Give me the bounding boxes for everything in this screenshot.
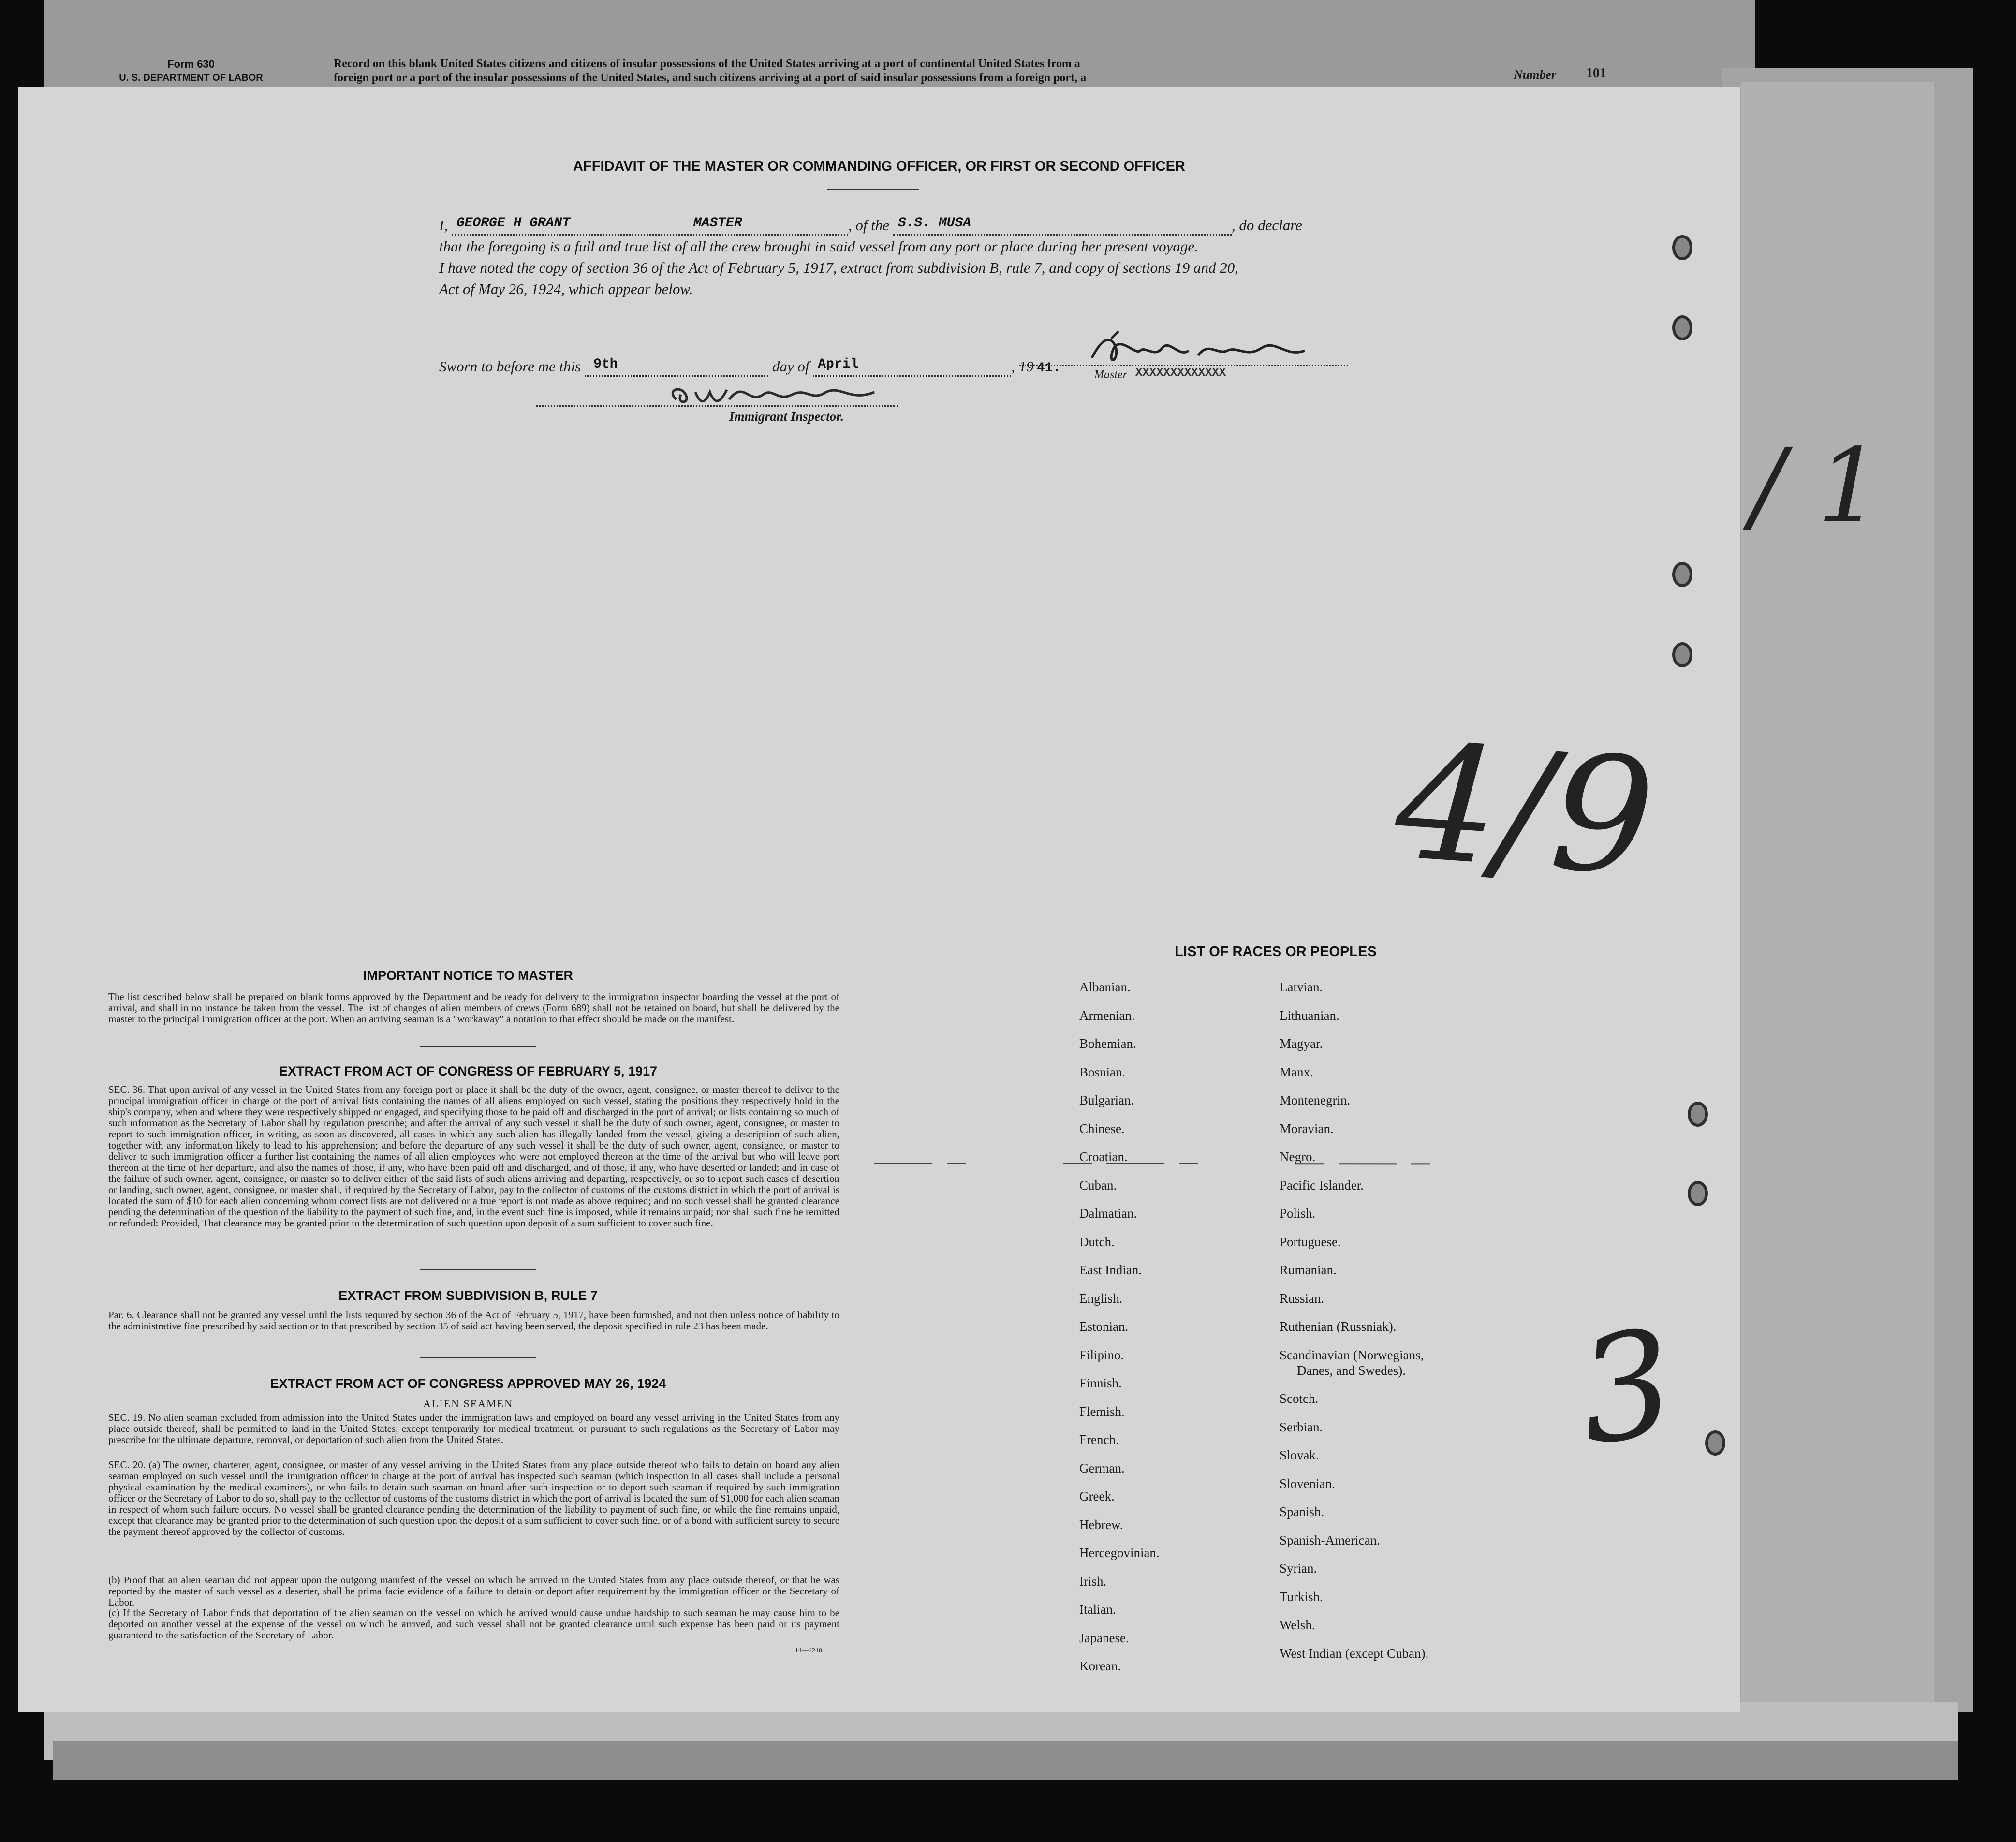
race-item: Spanish. xyxy=(1280,1504,1324,1519)
punch-hole-7 xyxy=(1705,1430,1725,1456)
race-item: Spanish-American. xyxy=(1280,1533,1380,1547)
race-item: Cuban. xyxy=(1079,1178,1117,1193)
race-item: Hercegovinian. xyxy=(1079,1546,1160,1560)
extract-1924-sec20b: (b) Proof that an alien seaman did not appear upon the outgoing manifest of the vessel on which he arrived in the United States from any place outside thereof, or that he was reported by the master of such vessel as a deserter, shall be prima facie evidence of a failure to detain or deport after requirement by the immigration officer or the Secretary of Labor. xyxy=(108,1574,839,1608)
vessel-name: S.S. MUSA xyxy=(898,216,971,231)
race-item: Greek. xyxy=(1079,1489,1115,1503)
race-item: Polish. xyxy=(1280,1206,1316,1221)
race-item: Pacific Islander. xyxy=(1280,1178,1364,1193)
title-divider xyxy=(827,189,919,190)
extract-rule7-title: EXTRACT FROM SUBDIVISION B, RULE 7 xyxy=(338,1288,598,1303)
right-back-sheet-inner xyxy=(1741,82,1934,1717)
department-name: U. S. DEPARTMENT OF LABOR xyxy=(119,73,263,83)
extract-1924-sec20a: SEC. 20. (a) The owner, charterer, agent, consignee, or master of any vessel arriving in the United States from any place outside thereof who fails to detain on board any alien seaman employed on such vessel until the immigration officer in charge at the port of arrival has inspected such seaman (which inspection in all cases shall include a personal physical examination by the medical examiners), or who fails to detain such seaman on board after such inspection or to deport such seaman if required by such immigration officer or the Secretary of Labor to do so, shall pay to the collector of customs of the customs district in which the port of arrival is located the sum of $1,000 for each alien seaman in respect of whom such failure occurs. No vessel shall be granted clearance pending the determination of the liability to payment of such fine, or while the fine remains unpaid, except that clearance may be granted prior to the determination of such question upon the deposit of a sum sufficient to cover such fine, or of a bond with sufficient surety to secure the payment thereof approved by the collector of customs. xyxy=(108,1459,839,1537)
extract-1917-body: SEC. 36. That upon arrival of any vessel in the United States from any foreign port or place it shall be the duty of the owner, agent, consignee, or master thereof to deliver to the principal immigration officer in charge of the port of arrival lists containing the names of all aliens employed on such vessel, stating the positions they respectively hold in the ship's company, when and where they were respectively shipped or engaged, and specifying those to be paid off and discharged in the port of arrival; or lists containing so much of such information as the Secretary of Labor shall by regulation prescribe; and after the arrival of any such vessel it shall be the duty of such owner, agent, consignee, or master to report to such immigration officer, in writing, as soon as discovered, all cases in which any such alien has illegally landed from the vessel, giving a description of such alien, together with any information likely to lead to his apprehension; and before the departure of any such vessel it shall be the duty of such owner, agent, consignee, or master to deliver to such immigration officer a further list containing the names of all alien employees who were not employed thereon at the time of the arrival but who will leave port thereon at the time of her departure, and also the names of those, if any, who have been paid off and discharged, and of those, if any, who have deserted or landed; and in case of the failure of such owner, agent, consignee, or master so to deliver either of the said lists of such aliens arriving and departing, respectively, or so to report such cases of desertion or landing, such owner, agent, consignee, or master shall, if required by the Secretary of Labor, pay to the collector of customs of the customs district in which the port of arrival is located the sum of $10 for each alien concerning whom correct lists are not delivered or a true report is not made as above required; and no such vessel shall be granted clearance pending the determination of the question of the liability to the payment of such fine, and, in the event such fine is imposed, while it remains unpaid; nor shall such fine be remitted or refunded: Provided, That clearance may be granted prior to the determination of such question upon deposit of a sum sufficient to cover such fine. xyxy=(108,1084,839,1229)
race-item: Turkish. xyxy=(1280,1589,1323,1604)
race-item: English. xyxy=(1079,1291,1123,1306)
master-label: Master xyxy=(1094,368,1127,381)
extract-1917-title: EXTRACT FROM ACT OF CONGRESS OF FEBRUARY 5, 1917 xyxy=(279,1064,658,1078)
race-item: Lithuanian. xyxy=(1280,1008,1339,1023)
declaration-line-2: that the foregoing is a full and true list of all the crew brought in said vessel from any port or place during her present voyage. xyxy=(439,238,1198,255)
extract-1924-subtitle: ALIEN SEAMEN xyxy=(423,1398,513,1410)
declare-label: , do declare xyxy=(1231,217,1302,234)
day-of-label: day of xyxy=(772,358,809,375)
extract-rule7-body: Par. 6. Clearance shall not be granted any vessel until the lists required by section 36 of the Act of February 5, 1917, have been furnished, and not then unless notice of liability to the administrative fine prescribed by said section or to that prescribed by section 35 of said act having been served, the deposit specified in rule 23 has been made. xyxy=(108,1309,839,1332)
extract-1917-divider xyxy=(420,1269,536,1270)
race-item: Flemish. xyxy=(1079,1404,1125,1419)
month-value: April xyxy=(818,357,859,372)
race-item: Slovenian. xyxy=(1280,1476,1335,1491)
name-rank-field xyxy=(452,217,848,236)
race-item: Negro. xyxy=(1280,1149,1316,1164)
day-field xyxy=(585,358,768,377)
race-item: Montenegrin. xyxy=(1280,1093,1351,1107)
race-item: Scandinavian (Norwegians, xyxy=(1280,1347,1424,1362)
race-item: Hebrew. xyxy=(1079,1517,1123,1532)
race-item: Scotch. xyxy=(1280,1391,1319,1406)
punch-hole-1 xyxy=(1672,235,1692,260)
month-field xyxy=(813,358,1011,377)
race-item: Dalmatian. xyxy=(1079,1206,1137,1221)
punch-hole-3 xyxy=(1672,562,1692,587)
race-item: Bulgarian. xyxy=(1079,1093,1134,1107)
year-value: 41. xyxy=(1036,361,1061,376)
extract-rule7-divider xyxy=(420,1357,536,1358)
handwritten-date-mark: 4/9 xyxy=(1390,708,1660,912)
inspector-signature-line xyxy=(536,405,898,407)
number-value: 101 xyxy=(1586,66,1606,81)
race-item: Estonian. xyxy=(1079,1319,1129,1334)
race-item: Bosnian. xyxy=(1079,1064,1126,1079)
master-signature-line xyxy=(1019,365,1348,366)
races-title: LIST OF RACES OR PEOPLES xyxy=(1175,944,1377,959)
affidavit-page xyxy=(18,87,1740,1712)
declaration-line-1 xyxy=(439,217,1302,236)
sworn-label: Sworn to before me this xyxy=(439,358,581,375)
punch-hole-5 xyxy=(1688,1102,1708,1127)
notice-title: IMPORTANT NOTICE TO MASTER xyxy=(363,968,573,983)
vessel-field xyxy=(893,217,1232,236)
day-value: 9th xyxy=(593,357,618,372)
affidavit-title: AFFIDAVIT OF THE MASTER OR COMMANDING OFFICER, OR FIRST OR SECOND OFFICER xyxy=(573,159,1185,174)
race-item: Moravian. xyxy=(1280,1121,1334,1136)
extract-1924-sec20c: (c) If the Secretary of Labor finds that deportation of the alien seaman on the vessel on which he arrived would cause undue hardship to such seaman he may cause him to be deported on another vessel at the expense of the vessel on which he arrived, and such vessel shall not be granted clearance until such expense has been paid or its payment guaranteed to the satisfaction of the Secretary of Labor. xyxy=(108,1607,839,1641)
handwritten-tick-line xyxy=(874,1160,1479,1164)
instruction-line-2: foreign port or a port of the insular possessions of the United States, and such citizens arriving at a port of said insular possessions from a foreign port, a xyxy=(334,72,1087,84)
punch-hole-6 xyxy=(1688,1181,1708,1206)
race-item: Portuguese. xyxy=(1280,1234,1341,1249)
race-item: Serbian. xyxy=(1280,1419,1323,1434)
race-item: Danes, and Swedes). xyxy=(1297,1363,1406,1378)
year-prefix: , 19 xyxy=(1011,358,1034,375)
i-label: I, xyxy=(439,217,448,234)
race-item: East Indian. xyxy=(1079,1263,1142,1277)
race-item: Albanian. xyxy=(1079,980,1131,994)
race-item: Filipino. xyxy=(1079,1347,1124,1362)
race-item: Syrian. xyxy=(1280,1561,1317,1576)
race-item: Finnish. xyxy=(1079,1376,1122,1390)
extract-1924-sec19: SEC. 19. No alien seaman excluded from admission into the United States under the immigration laws and employed on board any vessel arriving in the United States from any place outside thereof, shall be permitted to land in the United States, except temporarily for medical treatment, or pursuant to such regulations as the Secretary of Labor may prescribe for the ultimate departure, removal, or deportation of such alien from the United States. xyxy=(108,1412,839,1445)
notice-body: The list described below shall be prepared on blank forms approved by the Department and be ready for delivery to the immigration inspector boarding the vessel at the port of arrival, and shall in no instance be taken from the vessel. The list of changes of alien members of crews (Form 689) shall not be retained on board, but shall be delivered by the master to the principal immigration officer at the port. When an arriving seaman is a "workaway" a notation to that effect should be made on the manifest. xyxy=(108,991,839,1025)
race-item: Dutch. xyxy=(1079,1234,1115,1249)
bottom-stacked-sheets-edge xyxy=(53,1741,1958,1780)
race-item: Slovak. xyxy=(1280,1448,1319,1462)
extract-1924-title: EXTRACT FROM ACT OF CONGRESS APPROVED MAY 26, 1924 xyxy=(270,1376,666,1391)
number-label: Number xyxy=(1514,68,1557,82)
race-item: Korean. xyxy=(1079,1659,1121,1673)
race-item: Irish. xyxy=(1079,1574,1107,1589)
notice-divider xyxy=(420,1046,536,1047)
race-item: Ruthenian (Russniak). xyxy=(1280,1319,1397,1334)
declaration-line-3: I have noted the copy of section 36 of the Act of February 5, 1917, extract from subdivision B, rule 7, and copy of sections 19 and 20, xyxy=(439,259,1239,276)
punch-hole-2 xyxy=(1672,315,1692,340)
race-item: Bohemian. xyxy=(1079,1036,1136,1051)
race-item: Armenian. xyxy=(1079,1008,1135,1023)
form-number: Form 630 xyxy=(167,58,215,70)
master-rank: MASTER xyxy=(693,216,742,231)
race-item: Croatian. xyxy=(1079,1149,1128,1164)
race-item: German. xyxy=(1079,1460,1125,1475)
race-item: Chinese. xyxy=(1079,1121,1125,1136)
race-item: Rumanian. xyxy=(1280,1263,1337,1277)
sworn-date-row xyxy=(439,358,1061,377)
inspector-label: Immigrant Inspector. xyxy=(729,409,844,424)
punch-hole-4 xyxy=(1672,642,1692,667)
of-the-label: , of the xyxy=(848,217,890,234)
master-name: GEORGE H GRANT xyxy=(456,216,571,231)
race-item: Magyar. xyxy=(1280,1036,1323,1051)
instruction-line-1: Record on this blank United States citizens and citizens of insular possessions of the United States arriving at a port of continental United States from a xyxy=(334,58,1080,70)
struck-title: XXXXXXXXXXXXX xyxy=(1135,367,1226,380)
declaration-line-4: Act of May 26, 1924, which appear below. xyxy=(439,280,693,297)
handwritten-side-mark: / 1 xyxy=(1751,427,1882,545)
inspector-signature xyxy=(647,375,947,414)
race-item: Japanese. xyxy=(1079,1630,1129,1645)
print-code: 14—1240 xyxy=(795,1647,822,1654)
race-item: West Indian (except Cuban). xyxy=(1280,1646,1429,1661)
race-item: Latvian. xyxy=(1280,980,1323,994)
race-item: Russian. xyxy=(1280,1291,1324,1306)
race-item: French. xyxy=(1079,1432,1119,1447)
back-instructions xyxy=(334,57,1456,85)
handwritten-page-mark: 3 xyxy=(1569,1297,1684,1478)
race-item: Welsh. xyxy=(1280,1618,1315,1632)
race-item: Italian. xyxy=(1079,1602,1116,1617)
race-item: Manx. xyxy=(1280,1064,1313,1079)
